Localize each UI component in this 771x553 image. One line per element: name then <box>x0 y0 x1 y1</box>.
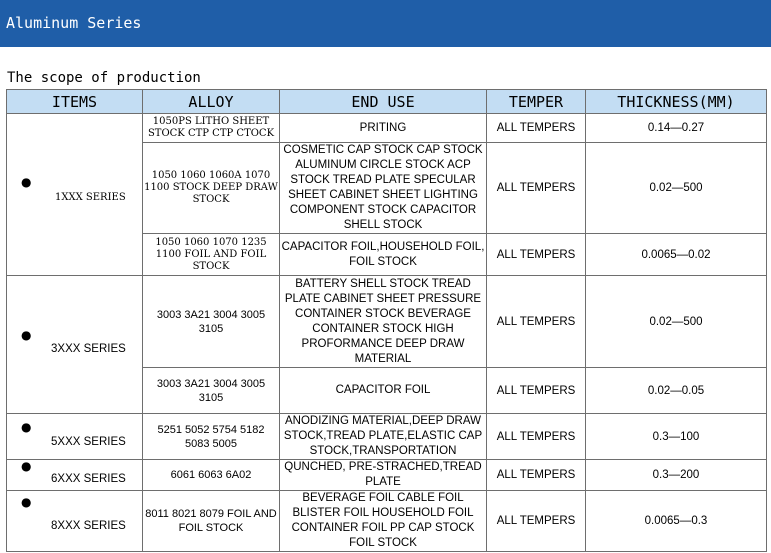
alloy-cell: 8011 8021 8079 FOIL AND FOIL STOCK <box>143 491 280 552</box>
page-header <box>0 0 771 47</box>
bullet-icon: ● <box>21 459 32 473</box>
header-alloy: ALLOY <box>143 90 280 114</box>
production-table <box>6 89 767 552</box>
thickness-cell: 0.3—100 <box>586 414 767 460</box>
temper-cell: ALL TEMPERS <box>487 276 586 368</box>
item-label: 1XXX SERIES <box>55 192 126 203</box>
item-cell-8xxx <box>7 491 143 552</box>
temper-cell: ALL TEMPERS <box>487 368 586 414</box>
table-row <box>7 491 767 552</box>
thickness-cell: 0.0065—0.02 <box>586 234 767 276</box>
temper-cell: ALL TEMPERS <box>487 143 586 234</box>
item-label: 8XXX SERIES <box>51 520 126 532</box>
bullet-icon: ● <box>21 420 32 434</box>
end-use-cell: PRITING <box>280 114 487 143</box>
thickness-cell: 0.02—0.05 <box>586 368 767 414</box>
end-use-cell: BATTERY SHELL STOCK TREAD PLATE CABINET SHEET PRESSURE CONTAINER STOCK BEVERAGE CONTAINER STOCK HIGH PROFORMANCE DEEP DRAW MATERIAL <box>280 276 487 368</box>
temper-cell: ALL TEMPERS <box>487 114 586 143</box>
end-use-cell: CAPACITOR FOIL,HOUSEHOLD FOIL, FOIL STOCK <box>280 234 487 276</box>
temper-cell: ALL TEMPERS <box>487 234 586 276</box>
thickness-cell: 0.02—500 <box>586 143 767 234</box>
alloy-cell: 1050 1060 1070 1235 1100 FOIL AND FOIL STOCK <box>143 234 280 276</box>
header-items: ITEMS <box>7 90 143 114</box>
header-thickness: THICKNESS(MM) <box>586 90 767 114</box>
end-use-cell: CAPACITOR FOIL <box>280 368 487 414</box>
alloy-cell: 6061 6063 6A02 <box>143 460 280 491</box>
item-cell-5xxx <box>7 414 143 460</box>
header-end-use: END USE <box>280 90 487 114</box>
bullet-icon: ● <box>21 175 32 189</box>
table-row <box>7 276 767 368</box>
header-temper: TEMPER <box>487 90 586 114</box>
header-title: Aluminum Series <box>6 14 142 32</box>
alloy-cell: 5251 5052 5754 5182 5083 5005 <box>143 414 280 460</box>
bullet-icon: ● <box>21 328 32 342</box>
end-use-cell: QUNCHED, PRE-STRACHED,TREAD PLATE <box>280 460 487 491</box>
end-use-cell: ANODIZING MATERIAL,DEEP DRAW STOCK,TREAD PLATE,ELASTIC CAP STOCK,TRANSPORTATION <box>280 414 487 460</box>
end-use-cell: BEVERAGE FOIL CABLE FOIL BLISTER FOIL HOUSEHOLD FOIL CONTAINER FOIL PP CAP STOCK FOIL STOCK <box>280 491 487 552</box>
item-label: 3XXX SERIES <box>51 343 126 355</box>
temper-cell: ALL TEMPERS <box>487 460 586 491</box>
table-row <box>7 414 767 460</box>
table-header-row <box>7 90 767 114</box>
item-cell-6xxx <box>7 460 143 491</box>
item-cell-1xxx <box>7 114 143 276</box>
thickness-cell: 0.3—200 <box>586 460 767 491</box>
alloy-cell: 3003 3A21 3004 3005 3105 <box>143 368 280 414</box>
temper-cell: ALL TEMPERS <box>487 491 586 552</box>
item-label: 5XXX SERIES <box>51 436 126 448</box>
item-cell-3xxx <box>7 276 143 414</box>
item-label: 6XXX SERIES <box>51 473 126 485</box>
thickness-cell: 0.14—0.27 <box>586 114 767 143</box>
table-row <box>7 114 767 143</box>
thickness-cell: 0.0065—0.3 <box>586 491 767 552</box>
alloy-cell: 1050 1060 1060A 1070 1100 STOCK DEEP DRAW STOCK <box>143 143 280 234</box>
temper-cell: ALL TEMPERS <box>487 414 586 460</box>
table-row <box>7 460 767 491</box>
alloy-cell: 1050PS LITHO SHEET STOCK CTP CTP CTOCK <box>143 114 280 143</box>
scope-label: The scope of production <box>7 70 201 86</box>
end-use-cell: COSMETIC CAP STOCK CAP STOCK ALUMINUM CIRCLE STOCK ACP STOCK TREAD PLATE SPECULAR SHEET CABINET SHEET LIGHTING COMPONENT STOCK CAPACITOR SHELL STOCK <box>280 143 487 234</box>
alloy-cell: 3003 3A21 3004 3005 3105 <box>143 276 280 368</box>
bullet-icon: ● <box>21 495 32 509</box>
thickness-cell: 0.02—500 <box>586 276 767 368</box>
